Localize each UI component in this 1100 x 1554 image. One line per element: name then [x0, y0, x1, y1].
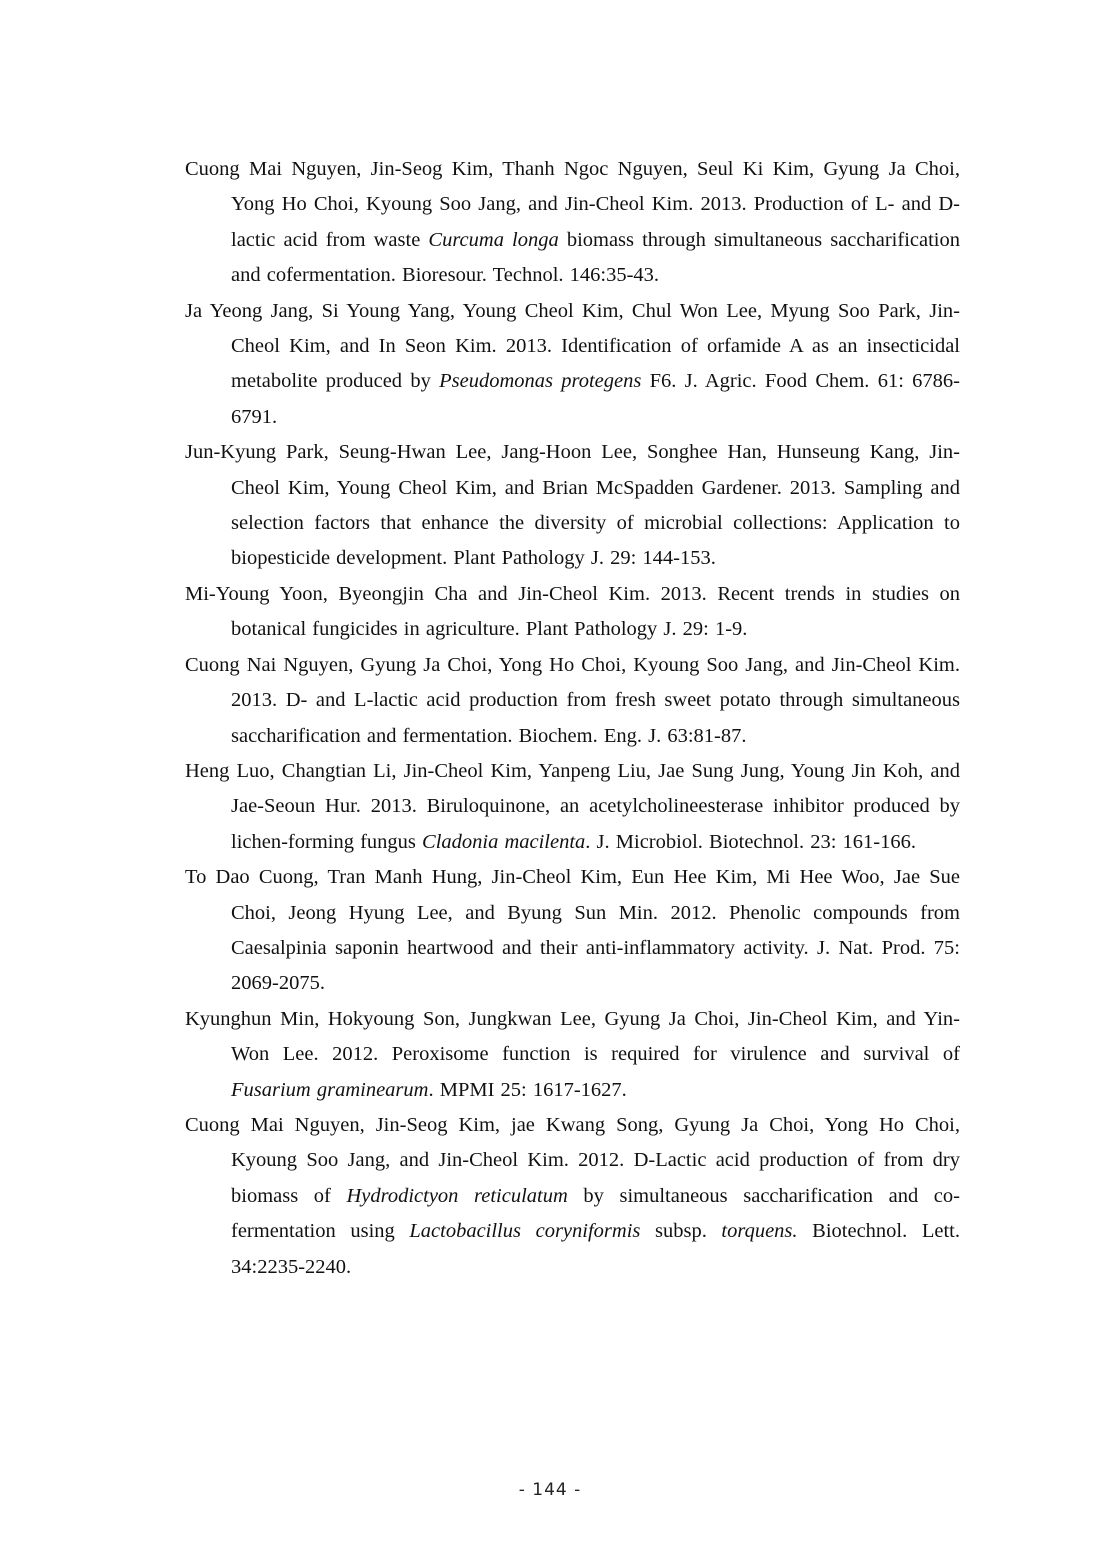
reference-list: [185, 152, 960, 1285]
reference-entry: Ja Yeong Jang, Si Young Yang, Young Cheol Kim, Chul Won Lee, Myung Soo Park, Jin-Cheol Kim, and In Seon Kim. 2013. Identification of orfamide A as an insecticidal metabolite produced by Pseudomonas protegens F6. J. Agric. Food Chem. 61: 6786-6791.: [185, 299, 960, 428]
reference-entry: Cuong Mai Nguyen, Jin-Seog Kim, Thanh Ngoc Nguyen, Seul Ki Kim, Gyung Ja Choi, Yong Ho Choi, Kyoung Soo Jang, and Jin-Cheol Kim. 2013. Production of L- and D-lactic acid from waste Curcuma longa biomass through simultaneous saccharification and cofermentation. Bioresour. Technol. 146:35-43.: [185, 158, 960, 287]
reference-entry: Mi-Young Yoon, Byeongjin Cha and Jin-Cheol Kim. 2013. Recent trends in studies on botanical fungicides in agriculture. Plant Pathology J. 29: 1-9.: [185, 582, 960, 641]
reference-entry: Cuong Mai Nguyen, Jin-Seog Kim, jae Kwang Song, Gyung Ja Choi, Yong Ho Choi, Kyoung Soo Jang, and Jin-Cheol Kim. 2012. D-Lactic acid production of from dry biomass of Hydrodictyon reticulatum by simultaneous saccharification and co-fermentation using Lactobacillus coryniformis subsp. torquens. Biotechnol. Lett. 34:2235-2240.: [185, 1113, 960, 1278]
reference-entry: Cuong Nai Nguyen, Gyung Ja Choi, Yong Ho Choi, Kyoung Soo Jang, and Jin-Cheol Kim. 2013. D- and L-lactic acid production from fresh sweet potato through simultaneous saccharification and fermentation. Biochem. Eng. J. 63:81-87.: [185, 653, 960, 747]
reference-entry: Heng Luo, Changtian Li, Jin-Cheol Kim, Yanpeng Liu, Jae Sung Jung, Young Jin Koh, and Jae-Seoun Hur. 2013. Biruloquinone, an acetylcholineesterase inhibitor produced by lichen-forming fungus Cladonia macilenta. J. Microbiol. Biotechnol. 23: 161-166.: [185, 759, 960, 853]
reference-entry: Jun-Kyung Park, Seung-Hwan Lee, Jang-Hoon Lee, Songhee Han, Hunseung Kang, Jin-Cheol Kim, Young Cheol Kim, and Brian McSpadden Gardener. 2013. Sampling and selection factors that enhance the diversity of microbial collections: Application to biopesticide development. Plant Pathology J. 29: 144-153.: [185, 441, 960, 570]
page-number: - 144 -: [518, 1480, 582, 1500]
reference-entry: Kyunghun Min, Hokyoung Son, Jungkwan Lee, Gyung Ja Choi, Jin-Cheol Kim, and Yin-Won Lee. 2012. Peroxisome function is required for virulence and survival of Fusarium graminearum. MPMI 25: 1617-1627.: [185, 1007, 960, 1101]
reference-entry: To Dao Cuong, Tran Manh Hung, Jin-Cheol Kim, Eun Hee Kim, Mi Hee Woo, Jae Sue Choi, Jeong Hyung Lee, and Byung Sun Min. 2012. Phenolic compounds from Caesalpinia saponin heartwood and their anti-inflammatory activity. J. Nat. Prod. 75: 2069-2075.: [185, 866, 960, 995]
